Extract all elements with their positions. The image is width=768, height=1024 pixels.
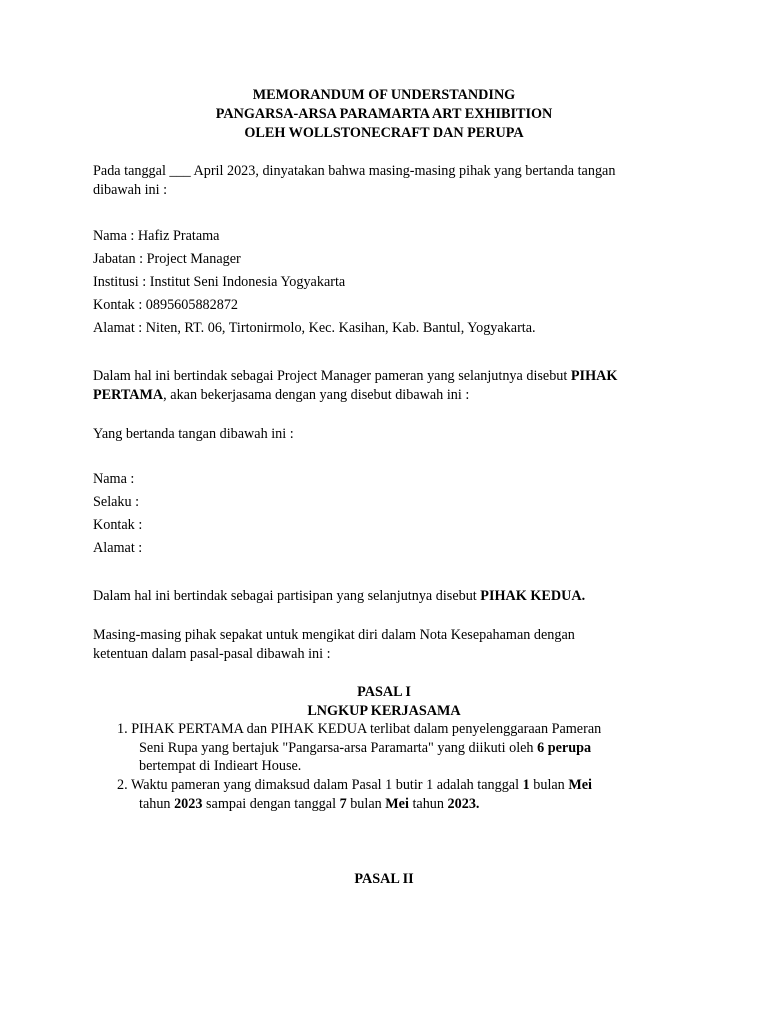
agreement-line-2: ketentuan dalam pasal-pasal dibawah ini : <box>93 646 331 662</box>
role1-line-2 <box>93 386 469 404</box>
role2-line <box>93 587 585 605</box>
pasal1-title: PASAL I <box>357 684 411 700</box>
item2-end-month: Mei <box>385 796 409 812</box>
item1-text: PIHAK PERTAMA dan PIHAK KEDUA terlibat dalam penyelenggaraan Pameran <box>131 721 602 737</box>
item2-tahun: tahun <box>139 796 175 812</box>
pasal1-item2-line-2 <box>139 795 479 813</box>
item2-text: Waktu pameran yang dimaksud dalam Pasal 1 butir 1 adalah tanggal <box>130 777 523 793</box>
item2-bulan: bulan <box>529 777 569 793</box>
item2-start-month: Mei <box>568 777 592 793</box>
role1-text-cont: , akan bekerjasama dengan yang disebut dibawah ini : <box>163 387 470 403</box>
pasal2-title: PASAL II <box>354 871 414 887</box>
role2-pihak-kedua: PIHAK KEDUA. <box>480 588 586 604</box>
role2-text: Dalam hal ini bertindak sebagai partisipan yang selanjutnya disebut <box>93 588 481 604</box>
item2-end-day: 7 <box>339 796 347 812</box>
item2-number: 2. <box>117 777 128 793</box>
intro-line-1: Pada tanggal ___ April 2023, dinyatakan bahwa masing-masing pihak yang bertanda tangan <box>93 163 616 179</box>
party1-alamat: Alamat : Niten, RT. 06, Tirtonirmolo, Kec. Kasihan, Kab. Bantul, Yogyakarta. <box>93 320 536 336</box>
item1-text-2: Seni Rupa yang bertajuk "Pangarsa-arsa Paramarta" yang diikuti oleh <box>139 740 538 756</box>
intro-line-2: dibawah ini : <box>93 182 168 198</box>
pasal1-item1-line-3: bertempat di Indieart House. <box>139 758 302 774</box>
agreement-line-1: Masing-masing pihak sepakat untuk mengikat diri dalam Nota Kesepahaman dengan <box>93 627 575 643</box>
pasal1-item1-line-2 <box>139 739 591 757</box>
item1-number: 1. <box>117 721 128 737</box>
signatory-intro: Yang bertanda tangan dibawah ini : <box>93 426 294 442</box>
role1-line-1 <box>93 367 617 385</box>
party1-institusi: Institusi : Institut Seni Indonesia Yogyakarta <box>93 274 346 290</box>
party2-selaku: Selaku : <box>93 494 140 510</box>
item1-perupa-count: 6 perupa <box>537 740 592 756</box>
item2-sampai: sampai dengan tanggal <box>202 796 340 812</box>
item2-start-day: 1 <box>522 777 530 793</box>
party2-alamat: Alamat : <box>93 540 143 556</box>
item2-tahun-2: tahun <box>408 796 448 812</box>
party1-nama: Nama : Hafiz Pratama <box>93 228 220 244</box>
party2-nama: Nama : <box>93 471 135 487</box>
pasal1-subtitle: LNGKUP KERJASAMA <box>307 703 461 719</box>
pasal1-item2-line-1 <box>117 776 592 794</box>
party2-kontak: Kontak : <box>93 517 143 533</box>
document-title: MEMORANDUM OF UNDERSTANDING <box>252 87 516 103</box>
exhibition-title: PANGARSA-ARSA PARAMARTA ART EXHIBITION <box>215 106 553 122</box>
role1-pihak: PIHAK <box>570 368 618 384</box>
party1-kontak: Kontak : 0895605882872 <box>93 297 239 313</box>
party1-jabatan: Jabatan : Project Manager <box>93 251 241 267</box>
role1-pertama: PERTAMA <box>93 387 164 403</box>
item2-end-year: 2023. <box>447 796 480 812</box>
role1-text: Dalam hal ini bertindak sebagai Project Manager pameran yang selanjutnya disebut <box>93 368 571 384</box>
item2-start-year: 2023 <box>174 796 203 812</box>
pasal1-item1-line-1 <box>117 720 601 738</box>
item2-bulan-2: bulan <box>346 796 386 812</box>
organizer-title: OLEH WOLLSTONECRAFT DAN PERUPA <box>244 125 524 141</box>
